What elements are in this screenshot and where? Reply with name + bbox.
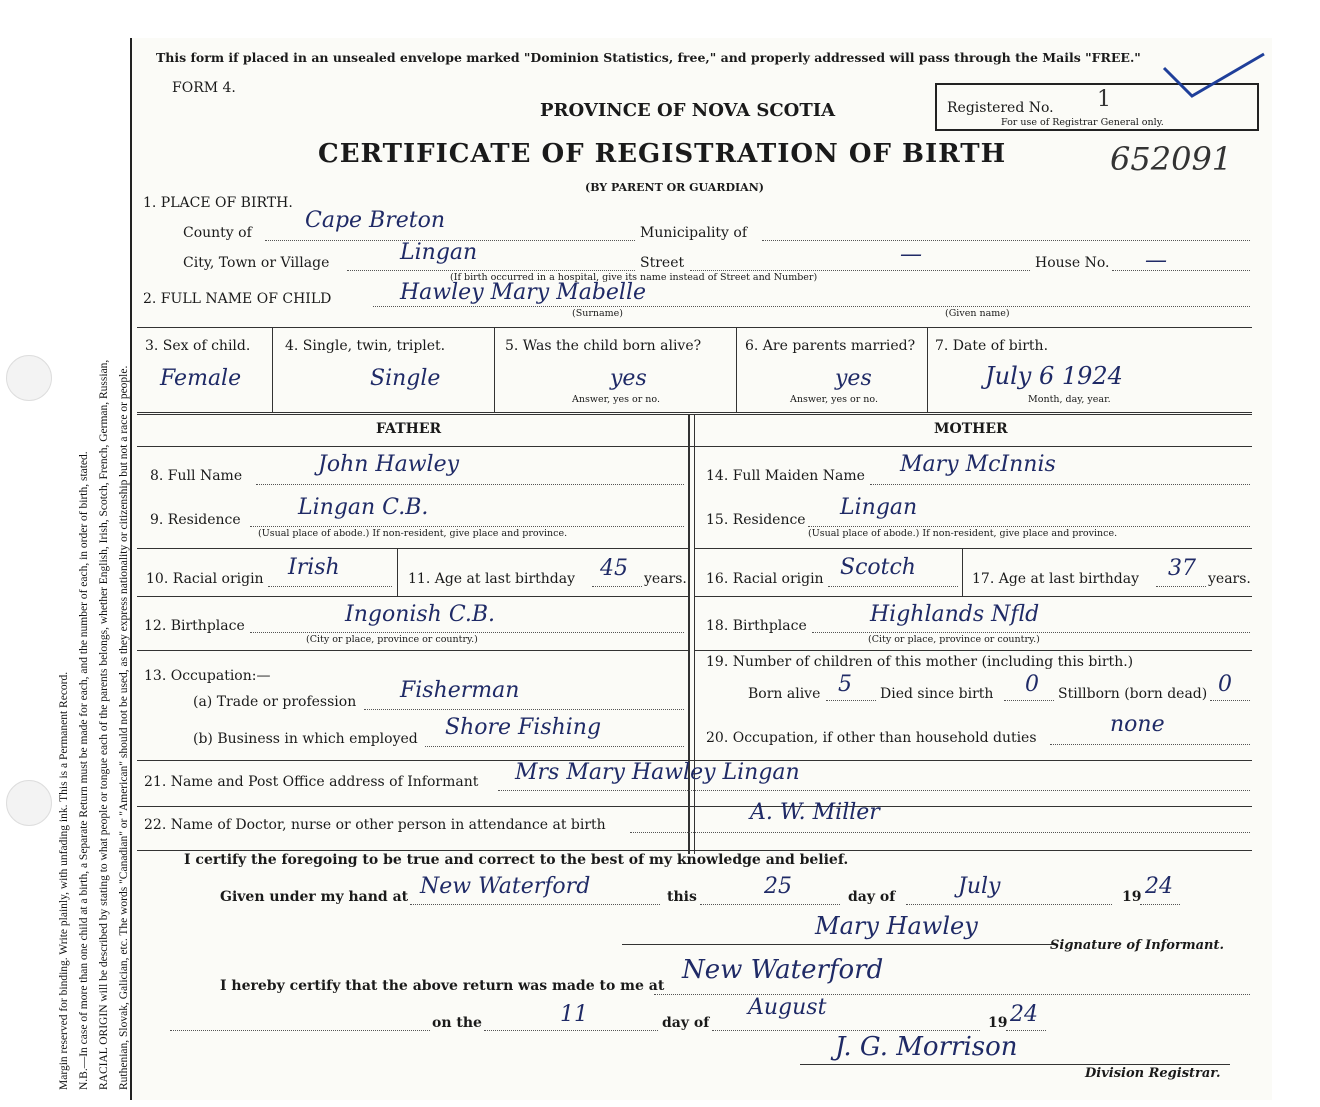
- father-residence-note: (Usual place of abode.) If non-resident, give place and province.: [258, 528, 568, 539]
- child-name-label: 2. FULL NAME OF CHILD: [143, 291, 332, 307]
- father-heading: FATHER: [376, 421, 442, 437]
- father-business-value: Shore Fishing: [445, 715, 602, 740]
- father-age-unit: years.: [644, 571, 687, 587]
- mother-racial-value: Scotch: [840, 555, 916, 580]
- registrar-label: Division Registrar.: [1085, 1066, 1221, 1081]
- doctor-value: A. W. Miller: [750, 800, 880, 825]
- father-residence-label: 9. Residence: [150, 512, 241, 528]
- father-name-value: John Hawley: [318, 452, 460, 477]
- margin-note-4: Ruthenian, Slovak, Galician, etc. The words "Canadian" or "American" should not be used, as they express nationality or citizenship but not a race or people.: [118, 365, 130, 1090]
- certificate-subtitle: (BY PARENT OR GUARDIAN): [585, 181, 764, 194]
- form-number: FORM 4.: [172, 80, 236, 96]
- registrar-signature: J. G. Morrison: [835, 1032, 1018, 1062]
- punch-hole-top: [6, 355, 52, 401]
- mother-racial-label: 16. Racial origin: [706, 571, 824, 587]
- hospital-note: (If birth occurred in a hospital, give its name instead of Street and Number): [450, 272, 818, 283]
- place-of-birth-label: 1. PLACE OF BIRTH.: [143, 195, 293, 211]
- mother-name-label: 14. Full Maiden Name: [706, 468, 865, 484]
- plurality-label: 4. Single, twin, triplet.: [285, 338, 446, 354]
- certify-statement: I certify the foregoing to be true and correct to the best of my knowledge and belief.: [184, 852, 849, 868]
- father-name-label: 8. Full Name: [150, 468, 243, 484]
- city-label: City, Town or Village: [183, 255, 330, 271]
- return-statement: I hereby certify that the above return was made to me at: [220, 978, 665, 994]
- dob-label: 7. Date of birth.: [935, 338, 1049, 354]
- mother-occupation-value: none: [1110, 712, 1165, 737]
- born-alive-label: 5. Was the child born alive?: [505, 338, 702, 354]
- married-value: yes: [835, 366, 872, 391]
- street-value: —: [900, 242, 922, 267]
- given-name-note: (Given name): [945, 308, 1010, 319]
- on-the-label: on the: [432, 1015, 482, 1031]
- mother-age-value: 37: [1168, 556, 1196, 581]
- house-label: House No.: [1035, 255, 1110, 271]
- mother-birthplace-note: (City or place, province or country.): [868, 634, 1040, 645]
- month-value: July: [958, 874, 1001, 899]
- city-value: Lingan: [400, 240, 478, 265]
- mother-residence-label: 15. Residence: [706, 512, 806, 528]
- mother-heading: MOTHER: [934, 421, 1008, 437]
- mother-residence-note: (Usual place of abode.) If non-resident, give place and province.: [808, 528, 1118, 539]
- mother-residence-value: Lingan: [840, 495, 918, 520]
- born-alive-note: Answer, yes or no.: [572, 394, 661, 405]
- informant-value: Mrs Mary Hawley Lingan: [515, 760, 800, 785]
- father-birthplace-label: 12. Birthplace: [144, 618, 245, 634]
- return-day-of-label: day of: [662, 1015, 710, 1031]
- mother-age-unit: years.: [1208, 571, 1251, 587]
- doctor-label: 22. Name of Doctor, nurse or other person in attendance at birth: [144, 817, 606, 833]
- municipality-label: Municipality of: [640, 225, 748, 241]
- day-of-label: day of: [848, 889, 896, 905]
- dob-value: July 6 1924: [985, 362, 1123, 390]
- check-mark: [1160, 48, 1270, 108]
- child-name-value: Hawley Mary Mabelle: [400, 280, 647, 305]
- sex-value: Female: [160, 366, 242, 391]
- father-business-label: (b) Business in which employed: [193, 731, 418, 747]
- margin-note-2: N.B.—In case of more than one child at a birth, a Separate Return must be made for each, and the number of each, in order of birth, stated.: [78, 451, 90, 1090]
- return-year-prefix: 19: [988, 1015, 1008, 1031]
- stillborn-count-value: 0: [1218, 672, 1232, 697]
- county-label: County of: [183, 225, 252, 241]
- stillborn-count-label: Stillborn (born dead): [1058, 686, 1208, 702]
- mother-birthplace-value: Highlands Nfld: [870, 602, 1040, 627]
- plurality-value: Single: [370, 366, 441, 391]
- father-birthplace-value: Ingonish C.B.: [345, 602, 496, 627]
- mother-name-value: Mary McInnis: [900, 452, 1056, 477]
- father-trade-value: Fisherman: [400, 678, 520, 703]
- mail-notice: This form if placed in an unsealed envelope marked "Dominion Statistics, free," and properly addressed will pass through the Mails "FREE.": [156, 50, 1141, 65]
- mother-birthplace-label: 18. Birthplace: [706, 618, 807, 634]
- born-alive-count-value: 5: [838, 672, 852, 697]
- born-alive-value: yes: [610, 366, 647, 391]
- given-label: Given under my hand at: [220, 889, 409, 905]
- binding-margin: [0, 0, 130, 1107]
- day-value: 25: [764, 874, 792, 899]
- year-value: 24: [1145, 874, 1173, 899]
- father-occupation-label: 13. Occupation:—: [144, 668, 271, 684]
- informant-label: 21. Name and Post Office address of Informant: [144, 774, 479, 790]
- house-value: —: [1145, 248, 1167, 273]
- dob-note: Month, day, year.: [1028, 394, 1111, 405]
- mother-occupation-label: 20. Occupation, if other than household duties: [706, 730, 1037, 746]
- return-month-value: August: [748, 995, 827, 1020]
- certificate-title: CERTIFICATE OF REGISTRATION OF BIRTH: [318, 139, 1007, 169]
- mother-children-label: 19. Number of children of this mother (including this birth.): [706, 654, 1134, 670]
- surname-note: (Surname): [572, 308, 623, 319]
- died-count-value: 0: [1025, 672, 1039, 697]
- province-title: PROVINCE OF NOVA SCOTIA: [540, 100, 836, 121]
- file-number: 652091: [1110, 140, 1233, 178]
- year-prefix: 19: [1122, 889, 1142, 905]
- registered-value: 1: [1097, 87, 1111, 112]
- return-day-value: 11: [560, 1002, 588, 1027]
- county-value: Cape Breton: [305, 208, 446, 233]
- punch-hole-bottom: [6, 780, 52, 826]
- father-racial-label: 10. Racial origin: [146, 571, 264, 587]
- mother-age-label: 17. Age at last birthday: [972, 571, 1140, 587]
- sex-label: 3. Sex of child.: [145, 338, 251, 354]
- informant-signature: Mary Hawley: [815, 912, 978, 940]
- father-trade-label: (a) Trade or profession: [193, 694, 357, 710]
- signature-label: Signature of Informant.: [1050, 938, 1224, 953]
- this-label: this: [667, 889, 697, 905]
- died-count-label: Died since birth: [880, 686, 994, 702]
- street-label: Street: [640, 255, 685, 271]
- return-place-value: New Waterford: [682, 955, 884, 985]
- father-birthplace-note: (City or place, province or country.): [306, 634, 478, 645]
- father-age-label: 11. Age at last birthday: [408, 571, 576, 587]
- registrar-note: For use of Registrar General only.: [1001, 117, 1164, 128]
- father-age-value: 45: [600, 556, 628, 581]
- married-label: 6. Are parents married?: [745, 338, 916, 354]
- father-racial-value: Irish: [288, 555, 340, 580]
- father-residence-value: Lingan C.B.: [298, 495, 429, 520]
- registered-label: Registered No.: [947, 100, 1054, 116]
- born-alive-count-label: Born alive: [748, 686, 821, 702]
- given-place-value: New Waterford: [420, 874, 591, 899]
- return-year-value: 24: [1010, 1002, 1038, 1027]
- married-note: Answer, yes or no.: [790, 394, 879, 405]
- margin-note-1: Margin reserved for binding. Write plainly, with unfading ink. This is a Permanent Record.: [58, 671, 70, 1090]
- margin-note-3: RACIAL ORIGIN will be described by stating to what people or tongue each of the parents belongs, whether English, Irish, Scotch, French, German, Russian,: [98, 359, 110, 1090]
